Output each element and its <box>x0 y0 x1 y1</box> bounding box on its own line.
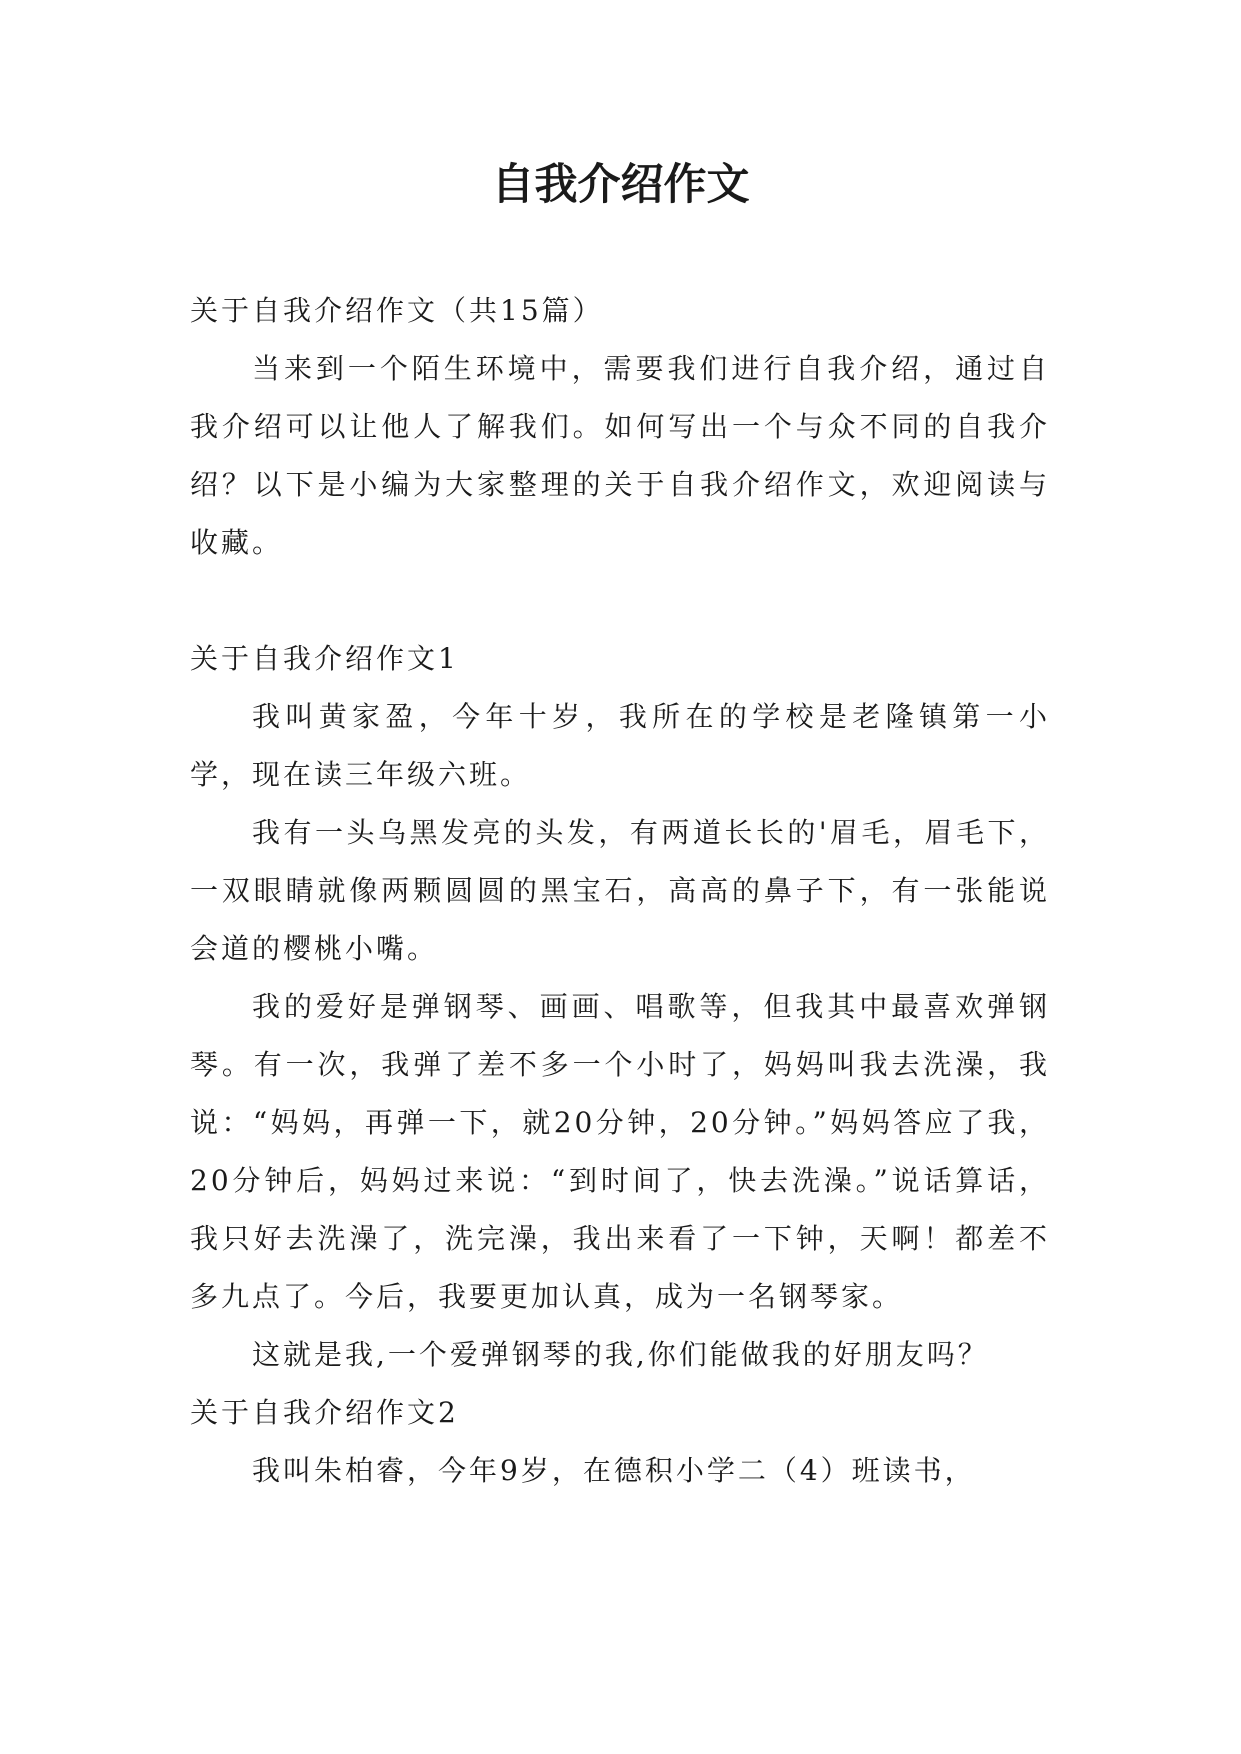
essay-1-paragraph-1: 我叫黄家盈，今年十岁，我所在的学校是老隆镇第一小学，现在读三年级六班。 <box>190 700 1050 791</box>
essay-1-heading: 关于自我介绍作文1 <box>190 642 459 675</box>
essay-1-paragraph-3: 我的爱好是弹钢琴、画画、唱歌等，但我其中最喜欢弹钢琴。有一次，我弹了差不多一个小时了，妈妈叫我去洗澡，我说：“妈妈，再弹一下，就20分钟，20分钟。”妈妈答应了我，20分钟后，妈妈过来说：“到时间了，快去洗澡。”说话算话，我只好去洗澡了，洗完澡，我出来看了一下钟，天啊！都差不多九点了。今后，我要更加认真，成为一名钢琴家。 <box>190 990 1050 1313</box>
document-body <box>190 282 1050 1500</box>
section-spacer <box>190 572 1050 630</box>
intro-heading: 关于自我介绍作文（共15篇） <box>190 294 604 327</box>
essay-2-heading: 关于自我介绍作文2 <box>190 1396 459 1429</box>
essay-1-paragraph-2: 我有一头乌黑发亮的头发，有两道长长的'眉毛，眉毛下，一双眼睛就像两颗圆圆的黑宝石，高高的鼻子下，有一张能说会道的樱桃小嘴。 <box>190 816 1050 965</box>
essay-1-paragraph-4: 这就是我,一个爱弹钢琴的我,你们能做我的好朋友吗？ <box>252 1338 989 1371</box>
document-title: 自我介绍作文 <box>491 160 750 210</box>
intro-paragraph: 当来到一个陌生环境中，需要我们进行自我介绍，通过自我介绍可以让他人了解我们。如何写出一个与众不同的自我介绍？以下是小编为大家整理的关于自我介绍作文，欢迎阅读与收藏。 <box>190 352 1050 559</box>
essay-2-paragraph-1: 我叫朱柏睿，今年9岁，在德积小学二（4）班读书， <box>252 1454 976 1487</box>
